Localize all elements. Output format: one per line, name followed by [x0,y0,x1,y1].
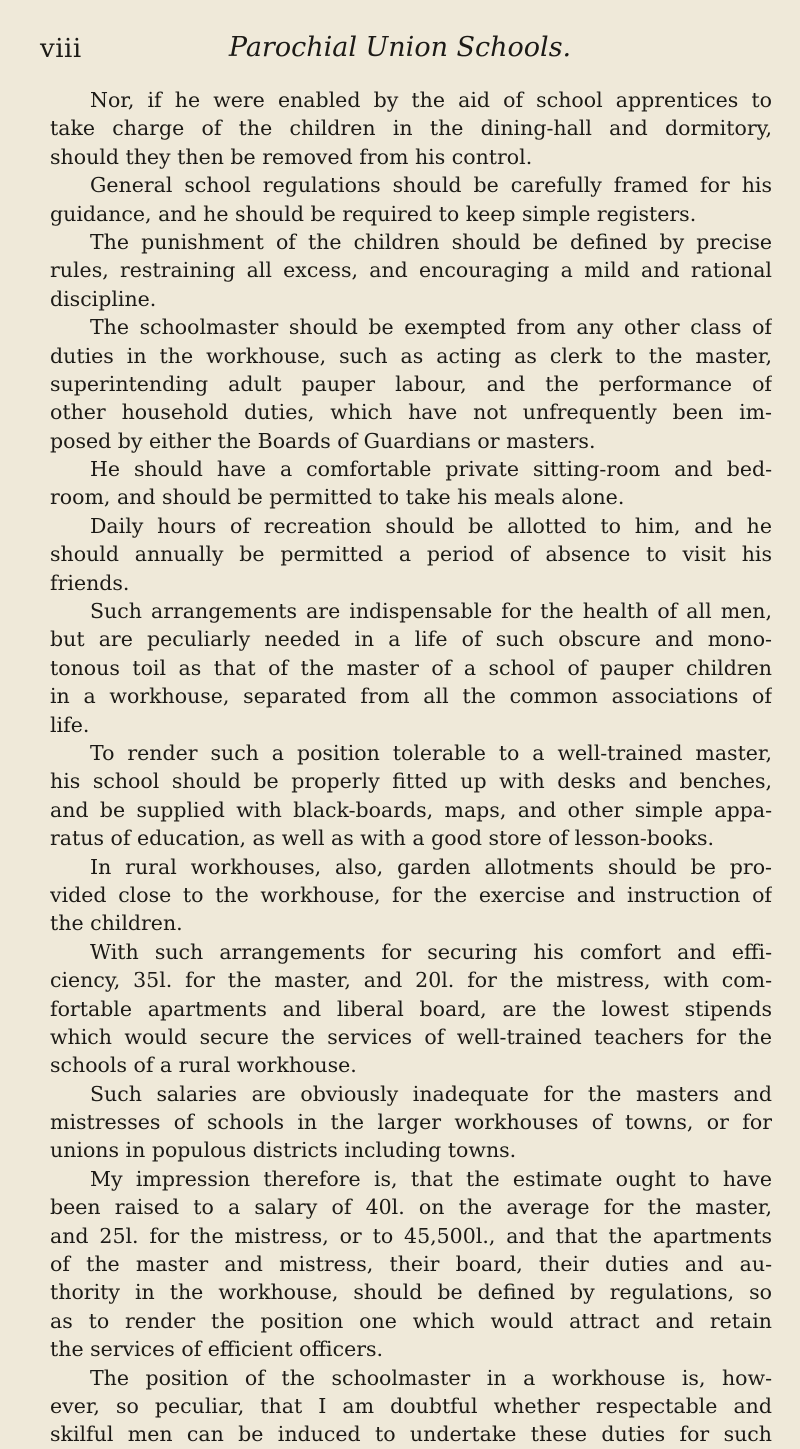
text-line: The schoolmaster should be exempted from any other class of [90,315,772,340]
text-line: life. [50,712,90,737]
text-line: guidance, and he should be required to keep simple registers. [50,201,697,226]
text-line: duties in the workhouse, such as acting as clerk to the master, [50,343,772,368]
text-line: skilful men can be induced to undertake these duties for such [50,1422,772,1447]
text-line: Such salaries are obviously inadequate for the masters and [90,1081,772,1106]
text-line: ciency, 35l. for the master, and 20l. for the mistress, with com- [50,968,772,993]
text-line: posed by either the Boards of Guardians or masters. [50,428,596,453]
text-line: Nor, if he were enabled by the aid of school apprentices to [90,88,772,112]
body-text [50,86,772,1449]
text-line: To render such a position tolerable to a well-trained master, [90,740,772,765]
page-number: viii [40,34,82,64]
running-title: Parochial Union Schools. [228,32,572,63]
text-line: friends. [50,570,130,595]
text-line: as to render the position one which would attract and retain [50,1308,772,1333]
text-line: should annually be permitted a period of absence to visit his [50,542,772,567]
text-line: He should have a comfortable private sitting-room and bed- [90,457,772,482]
text-line: My impression therefore is, that the estimate ought to have [90,1166,772,1191]
text-line: With such arrangements for securing his comfort and effi- [90,939,772,964]
text-line: superintending adult pauper labour, and the performance of [50,371,772,396]
text-line: other household duties, which have not unfrequently been im- [50,400,772,425]
text-line: ever, so peculiar, that I am doubtful whether respectable and [50,1393,772,1418]
text-line: discipline. [50,286,157,311]
text-line: Daily hours of recreation should be allotted to him, and he [90,513,772,538]
text-line: his school should be properly fitted up with desks and benches, [50,769,772,794]
text-line: but are peculiarly needed in a life of such obscure and mono- [50,627,772,652]
text-line: rules, restraining all excess, and encouraging a mild and rational [50,258,772,283]
text-line: tonous toil as that of the master of a school of pauper children [50,655,772,680]
text-line: mistresses of schools in the larger workhouses of towns, or for [50,1110,772,1135]
text-line: The punishment of the children should be defined by precise [90,229,772,254]
text-line: General school regulations should be carefully framed for his [90,173,772,198]
text-line: the children. [50,911,183,936]
text-line: should they then be removed from his control. [50,144,533,169]
text-line: of the master and mistress, their board, their duties and au- [50,1252,772,1277]
text-line: room, and should be permitted to take his meals alone. [50,485,625,510]
text-line: Such arrangements are indispensable for the health of all men, [90,599,772,624]
text-line: schools of a rural workhouse. [50,1053,357,1078]
text-line: and 25l. for the mistress, or to 45,500l., and that the apartments [50,1223,772,1248]
text-line: The position of the schoolmaster in a workhouse is, how- [90,1365,772,1390]
text-line: thority in the workhouse, should be defined by regulations, so [50,1280,772,1305]
text-line: take charge of the children in the dining-hall and dormitory, [50,116,772,141]
text-line: in a workhouse, separated from all the common associations of [50,684,772,709]
text-line: been raised to a salary of 40l. on the average for the master, [50,1195,772,1220]
page-header [40,24,760,64]
text-line: fortable apartments and liberal board, are the lowest stipends [50,996,772,1021]
text-line: In rural workhouses, also, garden allotments should be pro- [90,854,772,879]
text-line: unions in populous districts including towns. [50,1138,517,1163]
text-line: the services of efficient officers. [50,1337,384,1362]
text-line: ratus of education, as well as with a good store of lesson-books. [50,826,715,851]
text-line: vided close to the workhouse, for the exercise and instruction of [50,882,772,907]
text-line: and be supplied with black-boards, maps, and other simple appa- [50,797,772,822]
text-line: which would secure the services of well-trained teachers for the [50,1024,772,1049]
